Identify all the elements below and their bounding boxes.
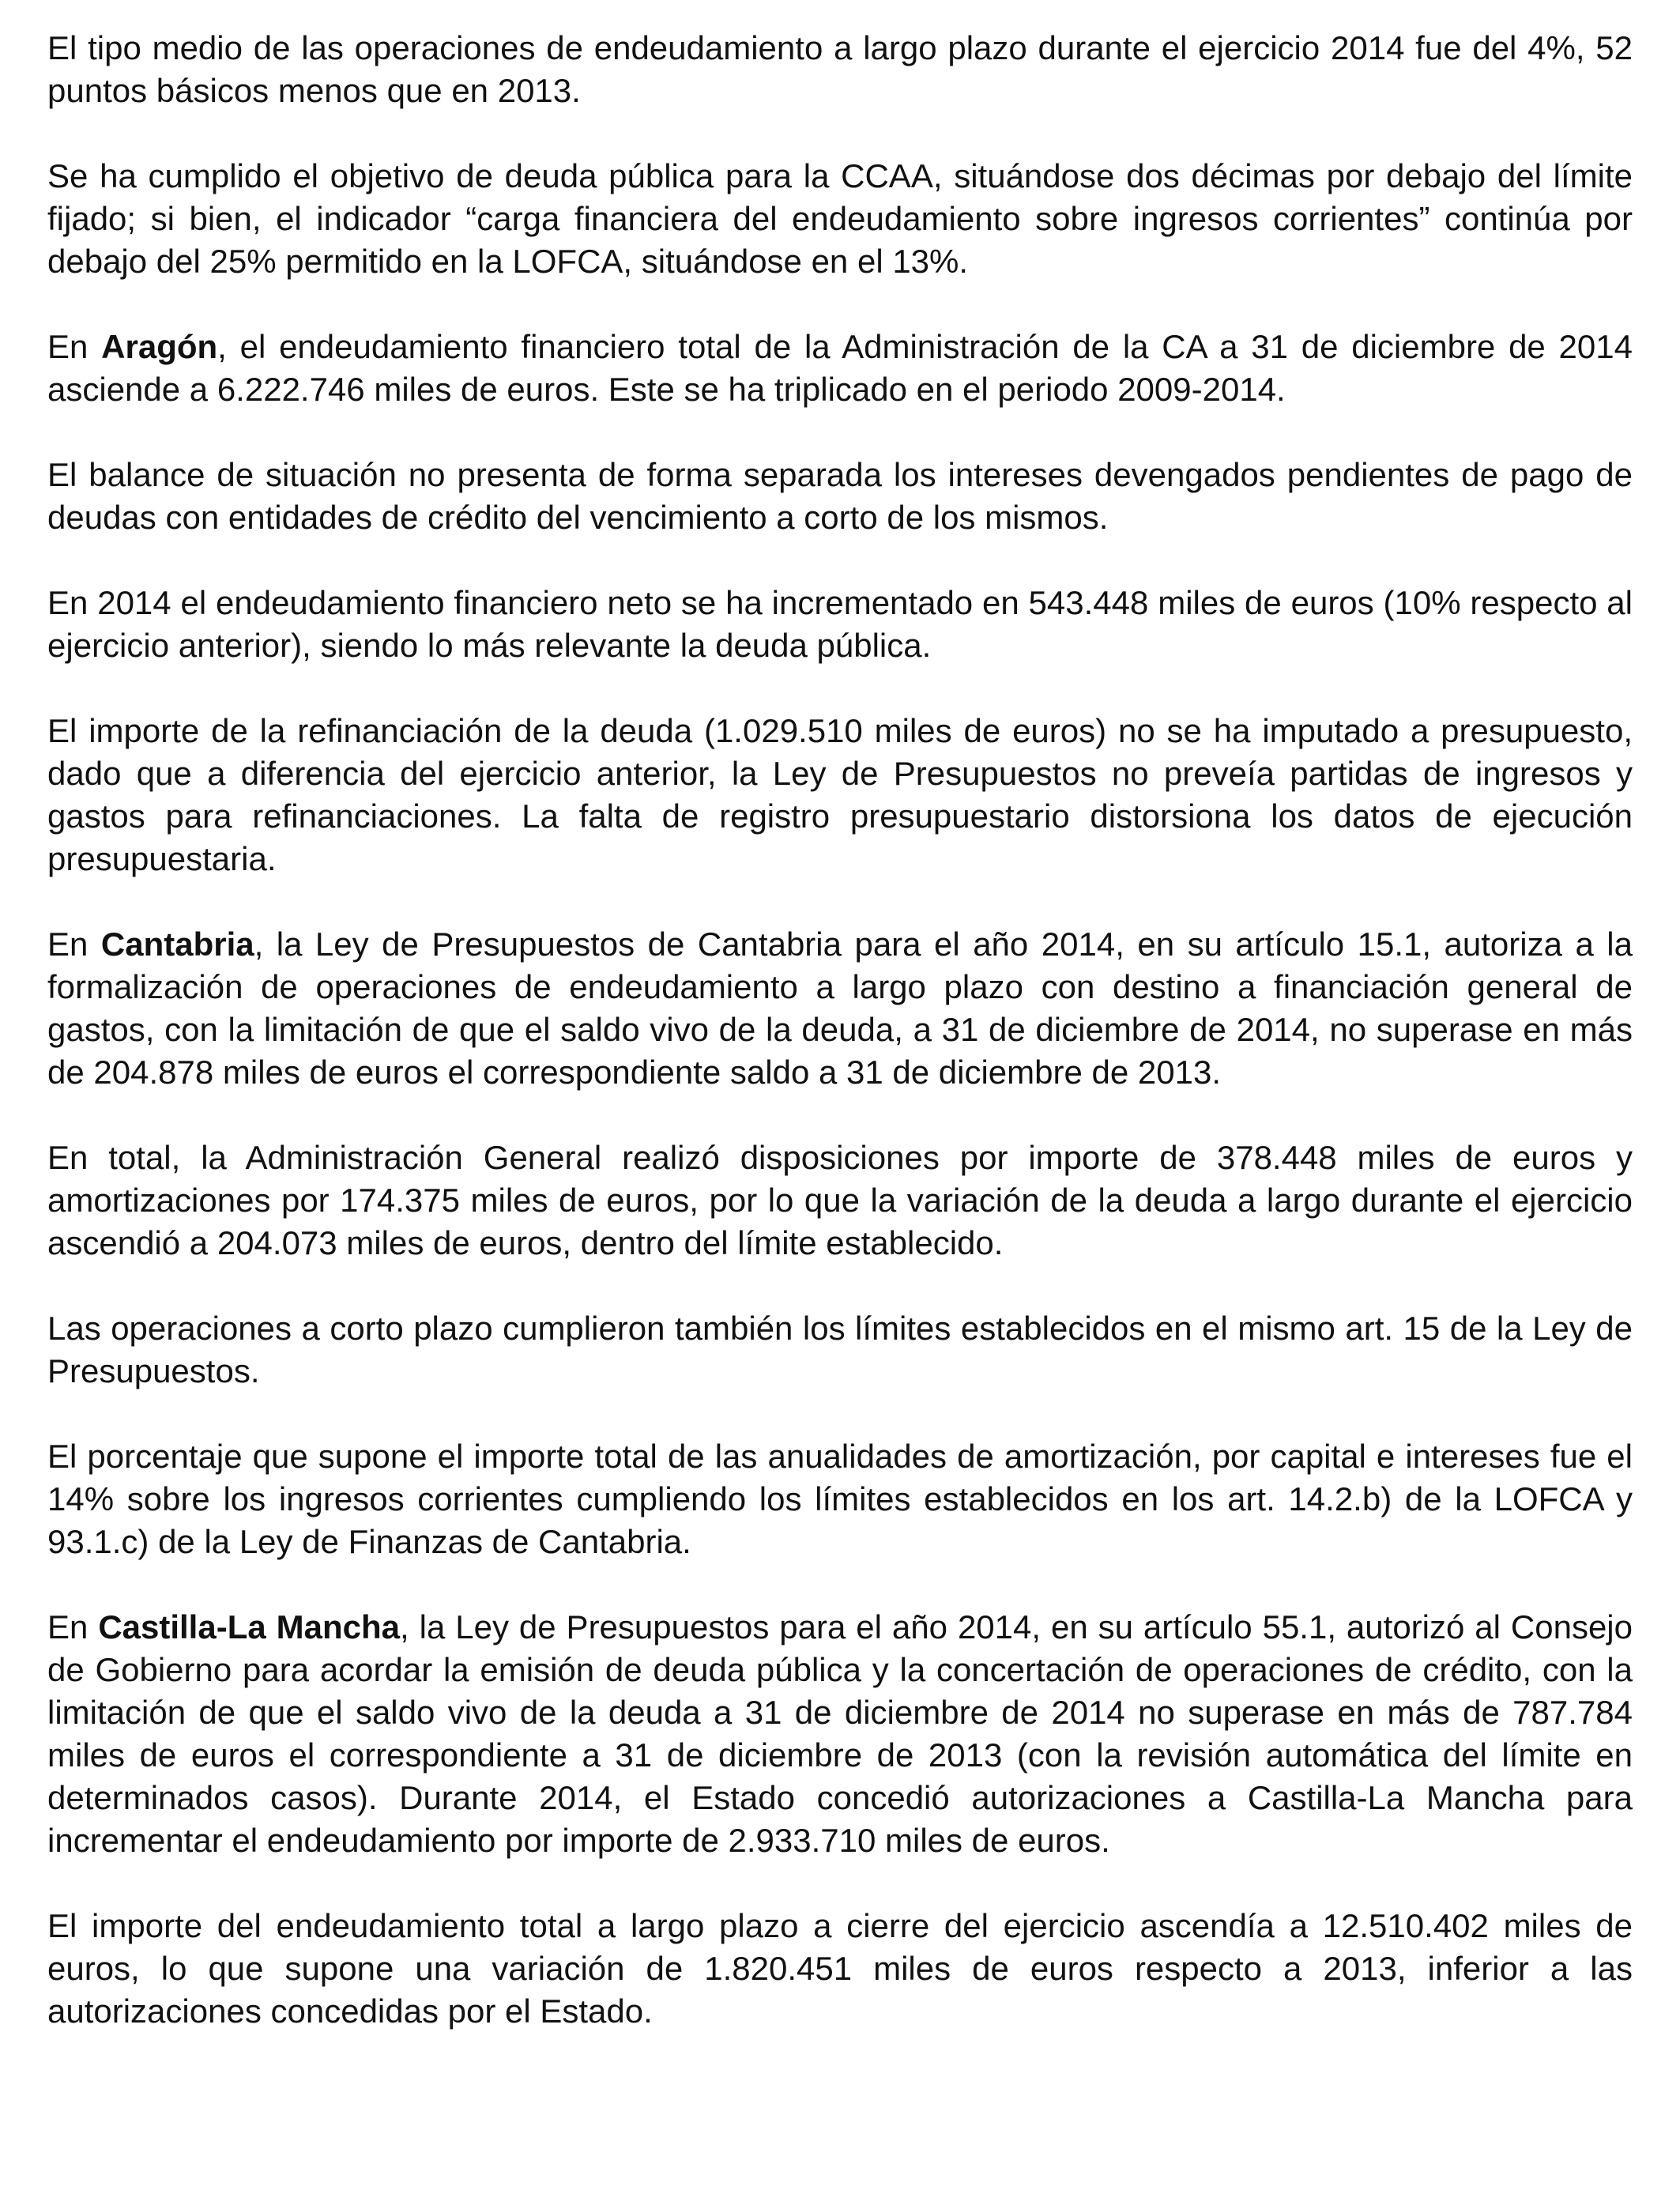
paragraph-prefix: En <box>47 328 102 365</box>
paragraph-tipo-medio <box>47 27 1633 112</box>
paragraph-prefix: En <box>47 925 101 963</box>
paragraph-corto-plazo <box>47 1307 1633 1393</box>
paragraph-text: El importe del endeudamiento total a largo plazo a cierre del ejercicio ascendía a 12.510.402 miles de euros, lo que supone una variación de 1.820.451 miles de euros respecto a 2013, inferior a las autorizaciones concedidas por el Estado. <box>47 1907 1633 2030</box>
paragraph-balance <box>47 454 1633 539</box>
paragraph-prefix: En <box>47 1608 99 1646</box>
paragraph-text: , el endeudamiento financiero total de la Administración de la CA a 31 de diciembre de 2014 asciende a 6.222.746 miles de euros. Este se ha triplicado en el periodo 2009-2014. <box>47 328 1633 408</box>
paragraph-cantabria <box>47 923 1633 1094</box>
paragraph-text: Se ha cumplido el objetivo de deuda pública para la CCAA, situándose dos décimas por debajo del límite fijado; si bien, el indicador “carga financiera del endeudamiento sobre ingresos corrientes” continúa por debajo del 25% permitido en la LOFCA, situándose en el 13%. <box>47 157 1633 280</box>
paragraph-text: En total, la Administración General realizó disposiciones por importe de 378.448 miles de euros y amortizaciones por 174.375 miles de euros, por lo que la variación de la deuda a largo durante el ejercicio ascendió a 204.073 miles de euros, dentro del límite establecido. <box>47 1139 1633 1261</box>
paragraph-text: En 2014 el endeudamiento financiero neto se ha incrementado en 543.448 miles de euros (10% respecto al ejercicio anterior), siendo lo más relevante la deuda pública. <box>47 584 1633 664</box>
paragraph-endeudamiento-neto <box>47 582 1633 667</box>
paragraph-text: El importe de la refinanciación de la deuda (1.029.510 miles de euros) no se ha imputado a presupuesto, dado que a diferencia del ejercicio anterior, la Ley de Presupuestos no preveía partidas de ingresos y gastos para refinanciaciones. La falta de registro presupuestario distorsiona los datos de ejecución presupuestaria. <box>47 712 1633 877</box>
paragraph-text: Las operaciones a corto plazo cumplieron también los límites establecidos en el mismo art. 15 de la Ley de Presupuestos. <box>47 1310 1633 1389</box>
paragraph-aragon <box>47 326 1633 411</box>
document-body <box>47 27 1633 2033</box>
region-name-cantabria: Cantabria <box>100 925 254 963</box>
paragraph-endeudamiento-total <box>47 1905 1633 2033</box>
paragraph-objetivo-deuda <box>47 155 1633 283</box>
paragraph-castilla-la-mancha <box>47 1606 1633 1862</box>
paragraph-administracion-general <box>47 1137 1633 1265</box>
paragraph-text: , la Ley de Presupuestos para el año 2014, en su artículo 55.1, autorizó al Consejo de Gobierno para acordar la emisión de deuda pública y la concertación de operaciones de crédito, con la limitación de que el saldo vivo de la deuda a 31 de diciembre de 2014 no superase en más de 787.784 miles de euros el correspondiente a 31 de diciembre de 2013 (con la revisión automática del límite en determinados casos). Durante 2014, el Estado concedió autorizaciones a Castilla-La Mancha para incrementar el endeudamiento por importe de 2.933.710 miles de euros. <box>47 1608 1633 1859</box>
paragraph-text: , la Ley de Presupuestos de Cantabria para el año 2014, en su artículo 15.1, autoriza a la formalización de operaciones de endeudamiento a largo plazo con destino a financiación general de gastos, con la limitación de que el saldo vivo de la deuda, a 31 de diciembre de 2014, no superase en más de 204.878 miles de euros el correspondiente saldo a 31 de diciembre de 2013. <box>47 925 1633 1091</box>
paragraph-text: El porcentaje que supone el importe total de las anualidades de amortización, por capital e intereses fue el 14% sobre los ingresos corrientes cumpliendo los límites establecidos en los art. 14.2.b) de la LOFCA y 93.1.c) de la Ley de Finanzas de Cantabria. <box>47 1438 1633 1560</box>
paragraph-text: El balance de situación no presenta de forma separada los intereses devengados pendientes de pago de deudas con entidades de crédito del vencimiento a corto de los mismos. <box>47 456 1633 536</box>
paragraph-anualidades <box>47 1435 1633 1563</box>
paragraph-text: El tipo medio de las operaciones de endeudamiento a largo plazo durante el ejercicio 2014 fue del 4%, 52 puntos básicos menos que en 2013. <box>47 29 1633 109</box>
region-name-castilla-la-mancha: Castilla-La Mancha <box>98 1608 401 1646</box>
paragraph-refinanciacion <box>47 710 1633 880</box>
region-name-aragon: Aragón <box>101 328 218 365</box>
